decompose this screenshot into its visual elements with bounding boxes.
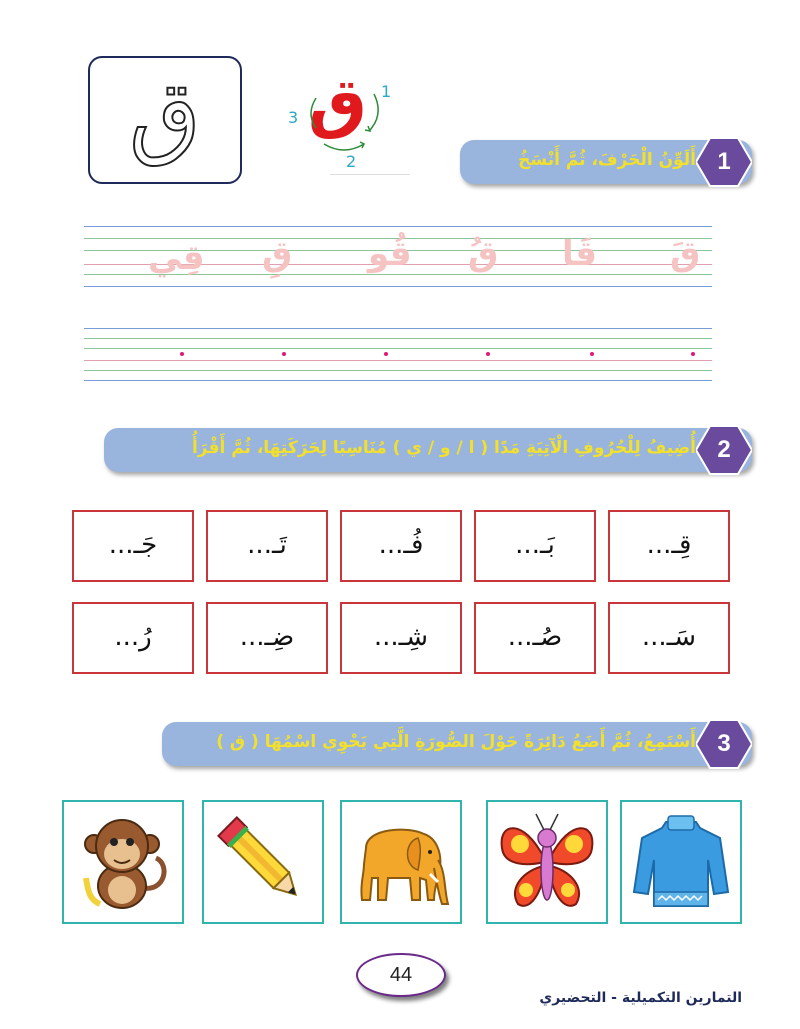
tracing-lines-1 — [84, 226, 712, 288]
answer-box[interactable] — [608, 510, 730, 582]
start-dot — [282, 352, 286, 356]
section2-banner — [104, 428, 752, 472]
stroke-letter: ق — [308, 64, 368, 141]
letter-outline-box — [88, 56, 242, 184]
book-title: التمارين التكميلية - التحضيري — [539, 990, 742, 1006]
section2-number: 2 — [717, 436, 731, 463]
answer-box[interactable] — [608, 602, 730, 674]
start-dot — [486, 352, 490, 356]
tracing-lines-2[interactable] — [84, 328, 712, 382]
answer-box[interactable] — [340, 602, 462, 674]
answer-box[interactable] — [474, 510, 596, 582]
answer-box-text: قِـ... — [646, 530, 692, 560]
stroke-step-3: 3 — [288, 108, 299, 127]
page-number: 44 — [356, 953, 446, 997]
pencil-icon — [210, 808, 316, 916]
start-dot — [384, 352, 388, 356]
stroke-step-1: 1 — [381, 82, 392, 101]
answer-box-text: ضِـ... — [239, 622, 295, 652]
section1-number: 1 — [717, 148, 731, 175]
answer-box[interactable] — [340, 510, 462, 582]
answer-box-text: رُ... — [114, 622, 152, 652]
section1-number-hex — [696, 134, 752, 190]
sweater-icon — [628, 808, 734, 916]
monkey-icon — [70, 808, 176, 916]
answer-box-text: فُـ... — [378, 530, 424, 560]
start-dot — [180, 352, 184, 356]
butterfly-icon — [494, 808, 600, 916]
answer-box[interactable] — [474, 602, 596, 674]
tracing-form: قَ — [670, 234, 701, 274]
answer-box-text: جَـ... — [108, 530, 158, 560]
answer-box-text: سَـ... — [641, 622, 697, 652]
stroke-arrows-icon — [280, 64, 410, 180]
picture-pencil[interactable] — [202, 800, 324, 924]
answer-box[interactable] — [206, 602, 328, 674]
tracing-form: قِي — [148, 238, 205, 278]
section2-instruction: أُضِيفُ لِلْحُرُوفِ الْآتِيَةِ مَدًا ( ا / و / ي ) مُنَاسِبًا لِحَرَكَتِهَا، ثُمَّ أَقْرَأُ — [191, 438, 696, 458]
elephant-icon — [348, 808, 454, 916]
section1-banner — [460, 140, 752, 184]
answer-box[interactable] — [72, 510, 194, 582]
picture-butterfly[interactable] — [486, 800, 608, 924]
answer-box-text: صُـ... — [507, 622, 563, 652]
start-dot — [691, 352, 695, 356]
tracing-form: قُو — [368, 234, 412, 274]
picture-elephant[interactable] — [340, 800, 462, 924]
tracing-form: قُ — [468, 234, 499, 274]
answer-box-text: تَـ... — [247, 530, 287, 560]
stroke-order-demo — [280, 64, 410, 180]
stroke-step-2: 2 — [346, 152, 357, 171]
section1-instruction: أَلَوِّنُ الْحَرْفَ، ثُمَّ أَنْسَخُ — [518, 150, 696, 170]
tracing-form: قَا — [562, 234, 598, 274]
picture-monkey[interactable] — [62, 800, 184, 924]
picture-sweater[interactable] — [620, 800, 742, 924]
demo-baseline — [330, 174, 410, 175]
answer-box-text: بَـ... — [515, 530, 555, 560]
answer-box-text: شِـ... — [373, 622, 429, 652]
tracing-form: قِ — [262, 234, 293, 274]
section3-instruction: أَسْتَمِعُ، ثُمَّ أَضَعُ دَائِرَةً حَوْلَ الصُّورَةِ الَّتِي يَحْوِي اسْمُهَا ( ق ) — [216, 732, 696, 752]
letter-outline: ق — [129, 61, 201, 168]
section3-number: 3 — [717, 730, 731, 757]
section3-banner — [162, 722, 752, 766]
answer-box[interactable] — [206, 510, 328, 582]
section2-number-hex — [696, 422, 752, 478]
start-dot — [590, 352, 594, 356]
answer-box[interactable] — [72, 602, 194, 674]
section3-number-hex — [696, 716, 752, 772]
